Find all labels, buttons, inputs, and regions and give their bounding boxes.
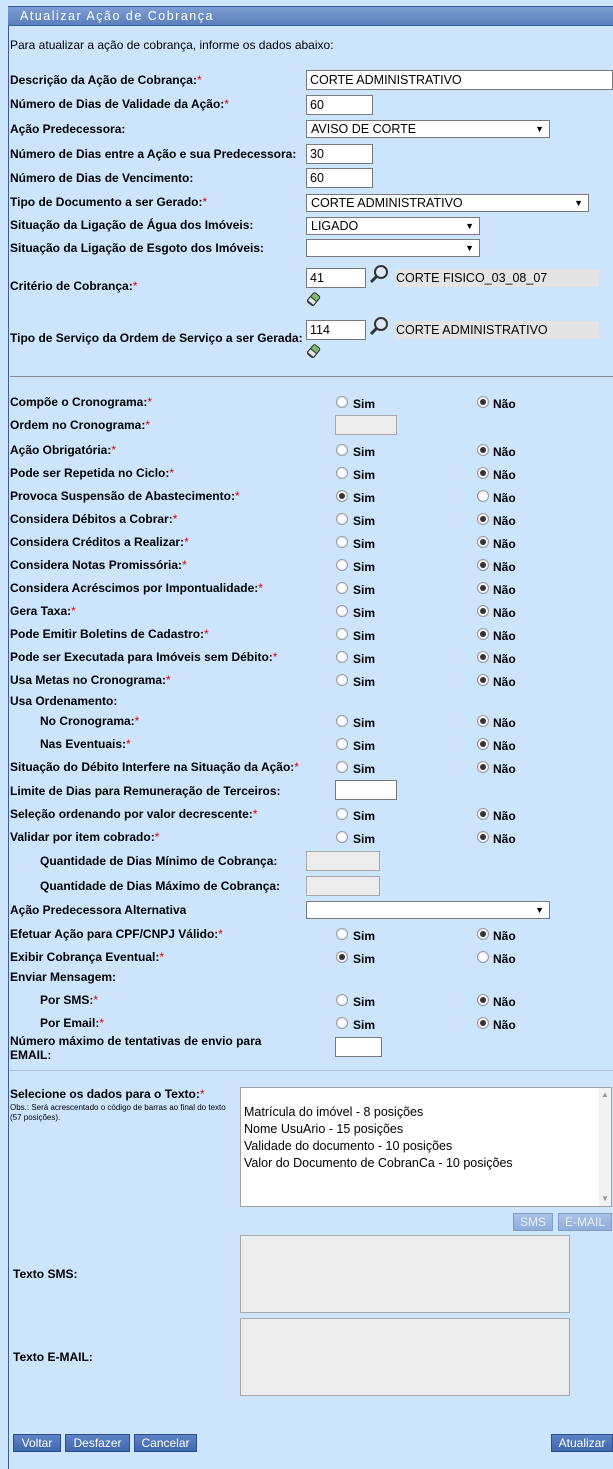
option-label: Efetuar Ação para CPF/CNPJ Válido:* [10, 927, 223, 941]
option-label: Usa Metas no Cronograma:* [10, 673, 171, 687]
option-label: Validar por item cobrado:* [10, 830, 160, 844]
intro-text: Para atualizar a ação de cobrança, informe os dados abaixo: [10, 38, 334, 52]
tipo-documento-select[interactable]: CORTE ADMINISTRATIVO ▼ [306, 194, 589, 212]
radio-sim-label: Sim [353, 716, 376, 730]
criterio-description: CORTE FISICO_03_08_07 [396, 269, 599, 287]
voltar-button[interactable]: Voltar [13, 1434, 61, 1452]
radio-nao[interactable] [477, 738, 489, 750]
radio-sim-label: Sim [353, 560, 376, 574]
list-item[interactable]: Valor do Documento de CobranCa - 10 posições [244, 1156, 513, 1170]
descricao-label: Descrição da Ação de Cobrança:* [10, 73, 202, 87]
option-label: Pode ser Repetida no Ciclo:* [10, 466, 175, 480]
radio-nao-label: Não [493, 560, 516, 574]
radio-sim[interactable] [336, 1017, 348, 1029]
acao-predecessora-label: Ação Predecessora: [10, 122, 126, 136]
acao-pred-alt-label: Ação Predecessora Alternativa [10, 903, 187, 917]
option-label: Provoca Suspensão de Abastecimento:* [10, 489, 240, 503]
option-label: No Cronograma:* [40, 714, 140, 728]
radio-nao[interactable] [477, 559, 489, 571]
radio-sim-label: Sim [353, 675, 376, 689]
scrollbar[interactable] [599, 1088, 611, 1206]
radio-nao[interactable] [477, 605, 489, 617]
radio-nao-label: Não [493, 514, 516, 528]
radio-nao-label: Não [493, 716, 516, 730]
tipo-servico-description: CORTE ADMINISTRATIVO [396, 321, 599, 339]
sms-button[interactable]: SMS [513, 1213, 553, 1231]
frame-left-border [8, 6, 9, 1469]
radio-sim-label: Sim [353, 809, 376, 823]
qtd-min-label: Quantidade de Dias Mínimo de Cobrança: [40, 854, 278, 868]
radio-nao[interactable] [477, 761, 489, 773]
tipo-servico-code-input[interactable]: 114 [306, 320, 366, 340]
option-label: Pode ser Executada para Imóveis sem Débito:* [10, 650, 278, 664]
radio-nao-label: Não [493, 832, 516, 846]
dias-entre-input[interactable]: 30 [306, 144, 373, 164]
max-tentativas-label: Número máximo de tentativas de envio para EMAIL: [10, 1034, 262, 1062]
chevron-down-icon: ▼ [465, 221, 474, 231]
option-label: Seleção ordenando por valor decrescente:* [10, 807, 258, 821]
dias-entre-label: Número de Dias entre a Ação e sua Predecessora: [10, 147, 297, 161]
sit-agua-select[interactable]: LIGADO ▼ [306, 217, 480, 235]
radio-sim[interactable] [336, 513, 348, 525]
radio-nao-label: Não [493, 537, 516, 551]
radio-nao[interactable] [477, 994, 489, 1006]
page-title: Atualizar Ação de Cobrança [8, 6, 613, 26]
desfazer-button[interactable]: Desfazer [65, 1434, 130, 1452]
radio-nao-label: Não [493, 583, 516, 597]
radio-nao[interactable] [477, 831, 489, 843]
tipo-servico-label: Tipo de Serviço da Ordem de Serviço a ser Gerada: [10, 331, 303, 345]
radio-sim-label: Sim [353, 514, 376, 528]
radio-sim-label: Sim [353, 629, 376, 643]
radio-sim[interactable] [336, 396, 348, 408]
radio-nao[interactable] [477, 951, 489, 963]
eraser-icon[interactable] [307, 291, 323, 307]
radio-nao-label: Não [493, 675, 516, 689]
radio-nao[interactable] [477, 536, 489, 548]
option-label: Situação do Débito Interfere na Situação da Ação:* [10, 760, 299, 774]
radio-sim-label: Sim [353, 929, 376, 943]
radio-sim[interactable] [336, 444, 348, 456]
qtd-min-input[interactable] [306, 851, 380, 871]
list-item[interactable]: Matrícula do imóvel - 8 posições [244, 1105, 424, 1119]
qtd-max-input[interactable] [306, 876, 380, 896]
texto-label: Selecione os dados para o Texto:* [10, 1087, 205, 1101]
radio-nao[interactable] [477, 396, 489, 408]
radio-nao-label: Não [493, 1018, 516, 1032]
dias-validade-input[interactable]: 60 [306, 95, 373, 115]
option-label: Compõe o Cronograma:* [10, 395, 153, 409]
chevron-down-icon: ▼ [465, 243, 474, 253]
option-label: Considera Créditos a Realizar:* [10, 535, 189, 549]
radio-nao-label: Não [493, 929, 516, 943]
radio-sim-label: Sim [353, 762, 376, 776]
option-label: Por SMS:* [40, 993, 99, 1007]
radio-nao[interactable] [477, 467, 489, 479]
qtd-max-label: Quantidade de Dias Máximo de Cobrança: [40, 879, 281, 893]
enviar-mensagem-label: Enviar Mensagem: [10, 970, 117, 984]
radio-sim[interactable] [336, 674, 348, 686]
tipo-documento-label: Tipo de Documento a ser Gerado:* [10, 195, 208, 209]
radio-sim[interactable] [336, 831, 348, 843]
radio-sim[interactable] [336, 490, 348, 502]
scroll-down-icon[interactable]: ▼ [601, 1194, 609, 1203]
option-label: Por Email:* [40, 1016, 105, 1030]
radio-sim[interactable] [336, 738, 348, 750]
chevron-down-icon: ▼ [535, 905, 544, 915]
radio-sim-label: Sim [353, 583, 376, 597]
section-divider [10, 376, 613, 377]
max-tentativas-input[interactable] [335, 1037, 382, 1057]
radio-nao[interactable] [477, 1017, 489, 1029]
radio-sim[interactable] [336, 559, 348, 571]
section-divider [10, 1070, 613, 1071]
radio-sim-label: Sim [353, 739, 376, 753]
radio-nao-label: Não [493, 652, 516, 666]
radio-sim[interactable] [336, 761, 348, 773]
chevron-down-icon: ▼ [574, 198, 583, 208]
radio-nao-label: Não [493, 762, 516, 776]
radio-sim-label: Sim [353, 491, 376, 505]
radio-nao-label: Não [493, 952, 516, 966]
option-label: Nas Eventuais:* [40, 737, 131, 751]
ordem-cronograma-label: Ordem no Cronograma:* [10, 418, 151, 432]
usa-ordenamento-label: Usa Ordenamento: [10, 694, 118, 708]
radio-sim-label: Sim [353, 397, 376, 411]
sit-esgoto-select[interactable] [306, 239, 480, 257]
radio-sim[interactable] [336, 715, 348, 727]
radio-nao[interactable] [477, 715, 489, 727]
eraser-icon[interactable] [307, 343, 323, 359]
option-label: Ação Obrigatória:* [10, 443, 117, 457]
radio-sim-label: Sim [353, 537, 376, 551]
option-label: Pode Emitir Boletins de Cadastro:* [10, 627, 209, 641]
radio-sim[interactable] [336, 994, 348, 1006]
limite-dias-label: Limite de Dias para Remuneração de Terceiros: [10, 784, 281, 798]
radio-nao-label: Não [493, 739, 516, 753]
email-button[interactable]: E-MAIL [558, 1213, 612, 1231]
dias-vencimento-input[interactable]: 60 [306, 168, 373, 188]
option-label: Considera Débitos a Cobrar:* [10, 512, 178, 526]
texto-email-label: Texto E-MAIL: [13, 1350, 93, 1364]
radio-nao-label: Não [493, 468, 516, 482]
sit-esgoto-label: Situação da Ligação de Esgoto dos Imóveis: [10, 241, 265, 255]
texto-email-textarea[interactable] [240, 1318, 570, 1396]
acao-predecessora-select[interactable]: AVISO DE CORTE ▼ [306, 120, 550, 138]
radio-nao-label: Não [493, 995, 516, 1009]
radio-nao[interactable] [477, 808, 489, 820]
dias-vencimento-label: Número de Dias de Vencimento: [10, 171, 194, 185]
dias-validade-label: Número de Dias de Validade da Ação:* [10, 97, 229, 111]
radio-nao-label: Não [493, 491, 516, 505]
texto-data-listbox[interactable] [240, 1087, 612, 1207]
radio-sim[interactable] [336, 467, 348, 479]
radio-sim[interactable] [336, 582, 348, 594]
radio-sim-label: Sim [353, 445, 376, 459]
texto-sms-label: Texto SMS: [13, 1267, 78, 1281]
radio-sim[interactable] [336, 628, 348, 640]
radio-nao-label: Não [493, 606, 516, 620]
radio-nao[interactable] [477, 490, 489, 502]
radio-sim[interactable] [336, 651, 348, 663]
texto-sms-textarea[interactable] [240, 1235, 570, 1313]
option-label: Exibir Cobrança Eventual:* [10, 950, 165, 964]
radio-nao[interactable] [477, 628, 489, 640]
list-item[interactable]: Validade do documento - 10 posições [244, 1139, 453, 1153]
radio-nao[interactable] [477, 582, 489, 594]
radio-sim-label: Sim [353, 995, 376, 1009]
option-label: Considera Acréscimos por Impontualidade:* [10, 581, 263, 595]
radio-sim-label: Sim [353, 652, 376, 666]
radio-nao[interactable] [477, 928, 489, 940]
radio-sim-label: Sim [353, 606, 376, 620]
option-label: Considera Notas Promissória:* [10, 558, 187, 572]
radio-sim-label: Sim [353, 832, 376, 846]
criterio-label: Critério de Cobrança:* [10, 279, 138, 293]
radio-nao[interactable] [477, 674, 489, 686]
list-item[interactable]: Nome UsuArio - 15 posições [244, 1122, 404, 1136]
chevron-down-icon: ▼ [535, 124, 544, 134]
scroll-up-icon[interactable]: ▲ [601, 1090, 609, 1099]
criterio-code-input[interactable]: 41 [306, 268, 366, 288]
radio-sim[interactable] [336, 951, 348, 963]
radio-nao[interactable] [477, 444, 489, 456]
radio-nao-label: Não [493, 445, 516, 459]
radio-nao[interactable] [477, 651, 489, 663]
cancelar-button[interactable]: Cancelar [134, 1434, 197, 1452]
option-label: Gera Taxa:* [10, 604, 76, 618]
radio-nao[interactable] [477, 513, 489, 525]
radio-sim-label: Sim [353, 1018, 376, 1032]
radio-sim[interactable] [336, 928, 348, 940]
descricao-input[interactable]: CORTE ADMINISTRATIVO [306, 70, 613, 90]
ordem-cronograma-input[interactable] [335, 415, 397, 435]
radio-nao-label: Não [493, 629, 516, 643]
radio-sim[interactable] [336, 536, 348, 548]
limite-dias-input[interactable] [335, 780, 397, 800]
radio-sim[interactable] [336, 605, 348, 617]
texto-note: Obs.: Será acrescentado o código de barras ao final do texto (57 posições). [10, 1103, 226, 1122]
radio-sim-label: Sim [353, 952, 376, 966]
radio-nao-label: Não [493, 809, 516, 823]
acao-pred-alt-select[interactable] [306, 901, 550, 919]
magnifier-icon[interactable] [369, 263, 391, 285]
magnifier-icon[interactable] [369, 315, 391, 337]
radio-sim-label: Sim [353, 468, 376, 482]
atualizar-button[interactable]: Atualizar [551, 1434, 613, 1452]
sit-agua-label: Situação da Ligação de Água dos Imóveis: [10, 218, 254, 232]
radio-nao-label: Não [493, 397, 516, 411]
radio-sim[interactable] [336, 808, 348, 820]
